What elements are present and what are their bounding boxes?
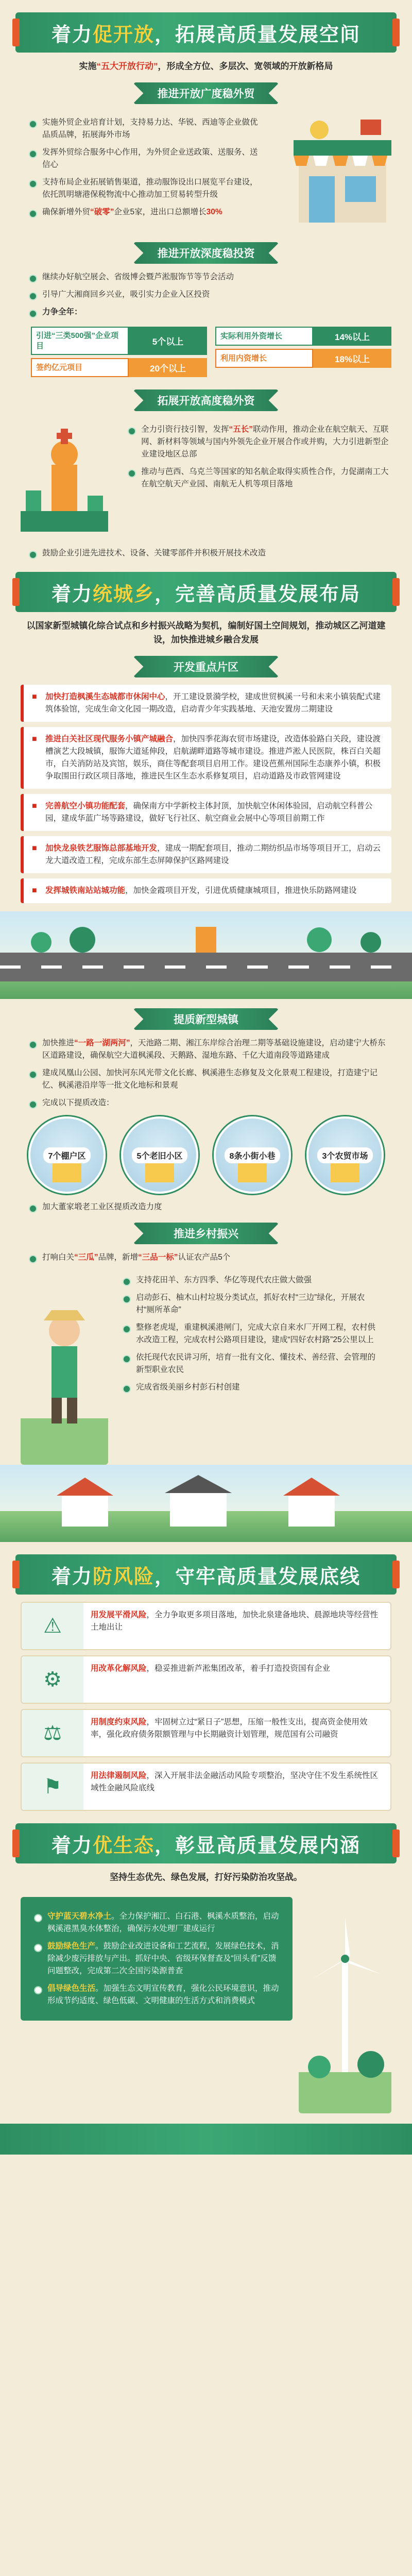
shop-illustration — [288, 114, 397, 233]
trade-list — [0, 116, 282, 218]
foreign-capital-block — [0, 418, 412, 542]
list-item: 完成以下提质改造： — [29, 1097, 391, 1109]
foreign-capital-extra — [0, 547, 412, 560]
list-item: 加大董家塅老工业区提质改造力度 — [29, 1201, 391, 1213]
list-item: 支持花田羊、东方四季、华亿等现代农庄做大做强 — [123, 1274, 376, 1286]
section-title-risk: 着力 防风险 ，守牢高质量发展底线 — [15, 1554, 397, 1595]
house-icon — [145, 1163, 174, 1182]
risk-item: ⚙ 用改革化解风险，稳妥推进新芦淞集团改革，着手打造投资国有企业 — [21, 1655, 391, 1704]
key-area-card: ■ 发挥城铁南站站城功能，加快金霞项目开发，引进优质健康城项目，推进快乐防路网建设 — [21, 878, 391, 903]
road-icon — [0, 953, 412, 981]
list-item: 加快推进“一路一湖两河”，天池路二期、湘江东岸综合治理二期等基础设施建设，启动建宁大桥东区道路建设，确保航空大道枫溪段、天鹅路、湿地东路、千亿大道南段等道路建成 — [29, 1037, 391, 1062]
footer-band — [0, 2124, 412, 2155]
list-item: 引导广大湘商回乡兴业，吸引实力企业入区投资 — [29, 289, 391, 301]
title-suffix: ，拓展高质量发展空间 — [154, 24, 361, 46]
subheading-rural: 推进乡村振兴 — [134, 1223, 278, 1244]
target-value: 5个以上 — [129, 327, 207, 355]
windmill-icon — [299, 1897, 391, 2113]
targets-right — [215, 324, 391, 380]
gear-icon: ⚙ — [22, 1656, 83, 1703]
section-intro: 实施“五大开放行动”，形成全方位、多层次、宽领域的开放新格局 — [79, 61, 333, 71]
key-area-card: ■ 加快打造枫溪生态城都市休闲中心，开工建设景漪学校，建成世贸枫溪一号和未来小镇装配式建筑体验馆，完成生命文化园一期改造，启动青少年实践基地、天池安置房二期建设 — [21, 685, 391, 722]
list-item: 完成省级美丽乡村彭石村创建 — [123, 1381, 376, 1394]
target-row — [215, 327, 391, 346]
list-item: 力争全年： — [29, 306, 391, 318]
list-item: 启动彭石、柚木山村垃圾分类试点，抓好农村“三边”绿化，开展农村“厕所革命” — [123, 1292, 376, 1316]
subheading-key-areas: 开发重点片区 — [134, 656, 278, 677]
list-item: 支持布局企业拓展销售渠道，推动服饰设出口展览平台建设，依托凯明塘港保税物流中心推动加工贸易转型升级 — [29, 176, 262, 201]
upgrade-circle: 8条小街小巷 — [214, 1116, 291, 1194]
ecology-list — [31, 1910, 282, 2007]
road-illustration — [0, 911, 412, 999]
list-item: 确保新增外贸“破零”企业5家，进出口总额增长30% — [29, 206, 262, 218]
flag-icon: ⚑ — [22, 1764, 83, 1810]
upgrade-circle: 5个老旧小区 — [121, 1116, 198, 1194]
target-label: 引进“三类500强”企业项目 — [31, 327, 129, 355]
ecology-block — [0, 1892, 412, 2113]
section-intro: 坚持生态优先、绿色发展，打好污染防治攻坚战。 — [110, 1872, 302, 1883]
farmer-icon — [21, 1269, 108, 1465]
target-row — [31, 327, 207, 355]
list-item: 倡导绿色生活。加强生态文明宣传教育，强化公民环境意识，推动形成节约适度、绿色低碳、文明健康的生活方式和消费模式 — [34, 1982, 282, 2007]
subheading-trade: 推进开放广度稳外贸 — [134, 82, 278, 104]
subheading-urbanization: 提质新型城镇 — [134, 1008, 278, 1030]
key-area-card: ■ 完善航空小镇功能配套，确保南方中学新校主体封顶，加快航空休闲体验园，启动航空科普公园，建成华蓝广场等路建设，做好飞行社区、航空商业会展中心等项目前期工作 — [21, 794, 391, 831]
list-item: 推动与芭西、乌克兰等国家的知名航企取得实质性合作，力促湖南工大在航空航天产业园、南航无人机等项目落地 — [128, 466, 391, 490]
upgrade-circle: 7个棚户区 — [28, 1116, 106, 1194]
section-title-ecology: 着力 优生态 ，彰显高质量发展内涵 — [15, 1823, 397, 1863]
urbanization-extra — [0, 1201, 412, 1213]
upgrade-targets — [21, 1116, 391, 1194]
section-title-urban-rural: 着力 统城乡 ，完善高质量发展布局 — [15, 572, 397, 612]
key-area-card: ■ 推进白关社区现代服务小镇产城融合，加快四季花海农贸市场建设，改造体验路白关段，建设渡槽演艺大段城镇，服饰大道延伸段，启航湖畔道路等城市建设。推进芦淞人民医院，株百白关超市，白关消防站及宾馆，娱乐，商住等配套项目启用工作。建设芭蕉州国际生态康养小镇，积极争取围田行政区项目落地，推进民生区生态水系修复项目，启动道路及市政管网建设 — [21, 727, 391, 789]
list-item: 鼓励绿色生产。鼓励企业改进设备和工艺流程，发展绿色技术，消除减少废污排放与产出。抓好中央、省级环保督查及“回头看”反馈问题整改，完成第二次全国污染源普查 — [34, 1940, 282, 1977]
village-illustration — [0, 1465, 412, 1542]
chess-illustration — [15, 418, 113, 542]
target-label: 签约亿元项目 — [31, 358, 129, 377]
investment-list — [0, 271, 412, 318]
trade-block — [0, 111, 412, 233]
house-icon — [331, 1163, 359, 1182]
risk-item: ⚠ 用发展平滑风险，全力争取更多项目落地，加快北泉建备地块、晨源地块等经营性土地出让 — [21, 1602, 391, 1650]
target-row — [31, 358, 207, 377]
list-item: 依托现代农民讲习所，培育一批有文化、懂技术、善经营、会管理的新型职业农民 — [123, 1351, 376, 1376]
farmer-illustration — [21, 1269, 108, 1465]
targets-left — [31, 324, 207, 380]
list-item: 实施外贸企业培育计划，支持易力达、华锐、西迪等企业做优品质品牌，拓展海外市场 — [29, 116, 262, 141]
rural-items — [114, 1274, 397, 1394]
list-item: 整修老虎堤，重建枫溪港闸门，完成大京自来水厂开网工程，农村供水改造工程，完成农村公路项目建设，建成“四好农村路”25公里以上 — [123, 1321, 376, 1346]
list-item: 鼓励企业引进先进技术、设备、关键零部件并积极开展技术改造 — [29, 547, 391, 560]
village-houses-icon — [0, 1465, 412, 1542]
chess-king-icon — [15, 418, 113, 542]
urbanization-list — [0, 1037, 412, 1109]
rural-list — [0, 1251, 412, 1264]
list-item: 建成凤凰山公园、加快河东风光带文化长廊、枫溪港生态修复及文化景观工程建设，打造建宁记忆、枫溪港沿岸等一批文化地标和景观 — [29, 1067, 391, 1092]
list-item: 打响白关“三瓜”品牌，新增“三品一标”认证农产品5个 — [29, 1251, 391, 1264]
list-item: 守护蓝天碧水净土。全力保护湘江、白石港、枫溪水质整治，启动枫溪港黑臭水体整治，确保污水处理厂建成运行 — [34, 1910, 282, 1935]
rural-block — [0, 1269, 412, 1465]
target-value: 20个以上 — [129, 358, 207, 377]
target-value: 18%以上 — [313, 349, 391, 368]
section-intro: 以国家新型城镇化综合试点和乡村振兴战略为契机，编制好国土空间规划，推动城区乙河道建设，加快推进城乡融合发展 — [26, 621, 386, 645]
list-item: 发挥外贸综合服务中心作用，为外贸企业送政策、送服务、送信心 — [29, 146, 262, 171]
investment-targets — [31, 324, 391, 380]
foreign-capital-list — [119, 423, 412, 490]
trees-icon — [0, 911, 412, 953]
risk-item: ⚖ 用制度约束风险，牢固树立过“紧日子”思想，压缩一般性支出，提高资金使用效率，强化政府债务限额管理与中长期融资计划管理，规范国有公司融资 — [21, 1709, 391, 1757]
scales-icon: ⚖ — [22, 1710, 83, 1756]
target-label: 利用内资增长 — [215, 349, 313, 368]
subheading-investment: 推进开放深度稳投资 — [134, 242, 278, 264]
target-value: 14%以上 — [313, 327, 391, 346]
target-label: 实际利用外资增长 — [215, 327, 313, 346]
title-highlight: 促开放 — [92, 24, 154, 46]
warning-icon: ⚠ — [22, 1603, 83, 1649]
target-row — [215, 349, 391, 368]
house-icon — [53, 1163, 81, 1182]
section-title-open — [15, 12, 397, 53]
list-item: 继续办好航空展会、省级博会暨芦淞服饰节等节会活动 — [29, 271, 391, 283]
house-icon — [238, 1163, 267, 1182]
windmill-illustration — [299, 1897, 391, 2113]
upgrade-circle: 3个农贸市场 — [306, 1116, 384, 1194]
key-area-card: ■ 加快龙泉铁艺服饰总部基地开发，建成一期配套项目，推动二期纺织品市场等项目开工，启动云龙大道改造工程，完成东部生态屏障保护区路网建设 — [21, 836, 391, 873]
risk-item: ⚑ 用法律遏制风险，深入开展非法金融活动风险专项整治，坚决守住不发生系统性区域性金融风险底线 — [21, 1762, 391, 1811]
ecology-list-box — [21, 1897, 293, 2021]
title-prefix: 着力 — [51, 24, 93, 46]
subheading-foreign-capital: 拓展开放高度稳外资 — [134, 389, 278, 411]
storefront-icon — [288, 114, 397, 233]
list-item: 全力引资行技引智，发挥“五长”联动作用，推动企业在航空航天、互联网、新材料等领域与国内外领先企业开展合作或并购，大力引进新型企业建设地区总部 — [128, 423, 391, 461]
